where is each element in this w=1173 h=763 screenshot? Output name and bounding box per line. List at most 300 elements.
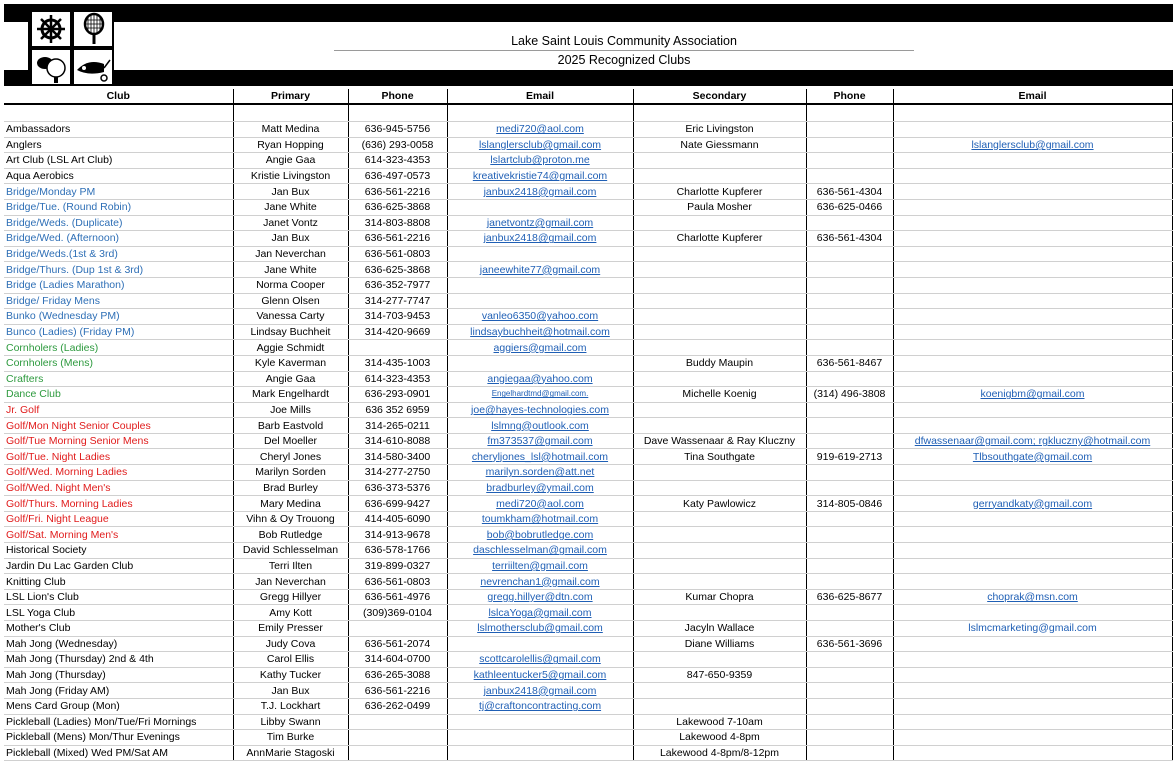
cell-secondary (633, 215, 806, 231)
cell-secondary-email[interactable]: lslmcmarketing@gmail.com (893, 621, 1172, 637)
cell-email (447, 293, 633, 309)
cell-phone: 636-561-2216 (348, 683, 447, 699)
cell-club: Bridge/Weds. (Duplicate) (4, 215, 233, 231)
column-header-secondary-phone: Phone (806, 89, 893, 104)
cell-secondary (633, 527, 806, 543)
column-header-secondary: Secondary (633, 89, 806, 104)
cell-secondary: Lakewood 7-10am (633, 714, 806, 730)
cell-secondary-email (893, 480, 1172, 496)
table-row (4, 355, 1172, 371)
cell-secondary-phone: 636-561-4304 (806, 231, 893, 247)
cell-secondary-phone (806, 527, 893, 543)
cell-secondary-phone (806, 137, 893, 153)
cell-phone: 636-293-0901 (348, 387, 447, 403)
cell-secondary-phone (806, 543, 893, 559)
cell-secondary (633, 153, 806, 169)
cell-email[interactable]: lindsaybuchheit@hotmail.com (447, 324, 633, 340)
cell-secondary-email (893, 402, 1172, 418)
cell-secondary-phone (806, 309, 893, 325)
cell-phone: 314-604-0700 (348, 652, 447, 668)
cell-club: LSL Yoga Club (4, 605, 233, 621)
cell-email[interactable]: medi720@aol.com (447, 122, 633, 138)
table-row (4, 496, 1172, 512)
cell-club: Crafters (4, 371, 233, 387)
table-row (4, 449, 1172, 465)
cell-secondary: Charlotte Kupferer (633, 231, 806, 247)
cell-club: Mah Jong (Wednesday) (4, 636, 233, 652)
cell-secondary-email (893, 184, 1172, 200)
cell-secondary-email (893, 246, 1172, 262)
cell-secondary: Buddy Maupin (633, 355, 806, 371)
cell-secondary-phone (806, 215, 893, 231)
cell-phone: 314-580-3400 (348, 449, 447, 465)
cell-secondary-phone (806, 371, 893, 387)
cell-secondary: Eric Livingston (633, 122, 806, 138)
table-row (4, 387, 1172, 403)
cell-secondary-phone (806, 324, 893, 340)
cell-phone (348, 340, 447, 356)
cell-secondary-email (893, 168, 1172, 184)
table-row (4, 122, 1172, 138)
table-row (4, 184, 1172, 200)
table-row (4, 714, 1172, 730)
page-subtitle: 2025 Recognized Clubs (557, 53, 691, 67)
cell-club: Bridge/Thurs. (Dup 1st & 3rd) (4, 262, 233, 278)
cell-phone: 636-561-2216 (348, 231, 447, 247)
cell-secondary-email (893, 262, 1172, 278)
cell-club: Golf/Wed. Morning Ladies (4, 465, 233, 481)
cell-phone: 636-625-3868 (348, 262, 447, 278)
cell-email[interactable]: lslartclub@proton.me (447, 153, 633, 169)
cell-email[interactable]: janbux2418@gmail.com (447, 683, 633, 699)
cell-secondary-email (893, 605, 1172, 621)
cell-phone: 636-561-2074 (348, 636, 447, 652)
cell-phone: 636-625-3868 (348, 199, 447, 215)
cell-club: Bunco (Ladies) (Friday PM) (4, 324, 233, 340)
cell-secondary-phone (806, 730, 893, 746)
cell-primary: Vihn & Oy Trouong (233, 511, 348, 527)
cell-secondary-email[interactable]: gerryandkaty@gmail.com (893, 496, 1172, 512)
cell-secondary-email (893, 293, 1172, 309)
cell-secondary-email (893, 199, 1172, 215)
cell-club: Golf/Wed. Night Men's (4, 480, 233, 496)
cell-secondary-email (893, 231, 1172, 247)
cell-club: Mens Card Group (Mon) (4, 698, 233, 714)
cell-phone: 636-373-5376 (348, 480, 447, 496)
header-top-bar (4, 4, 1173, 22)
cell-secondary-phone (806, 402, 893, 418)
cell-primary: Jan Bux (233, 231, 348, 247)
cell-email[interactable]: terriilten@gmail.com (447, 558, 633, 574)
cell-secondary: Diane Williams (633, 636, 806, 652)
cell-primary: Janet Vontz (233, 215, 348, 231)
cell-email[interactable]: bradburley@ymail.com (447, 480, 633, 496)
cell-email[interactable]: janbux2418@gmail.com (447, 231, 633, 247)
cell-email (447, 730, 633, 746)
cell-email[interactable]: gregg.hillyer@dtn.com (447, 589, 633, 605)
cell-secondary-phone (806, 418, 893, 434)
table-row (4, 527, 1172, 543)
table-row (4, 683, 1172, 699)
cell-secondary (633, 371, 806, 387)
cell-phone: 314-435-1003 (348, 355, 447, 371)
cell-secondary-email (893, 418, 1172, 434)
cell-phone: 314-265-0211 (348, 418, 447, 434)
cell-secondary-phone (806, 745, 893, 761)
cell-email[interactable]: nevrenchan1@gmail.com (447, 574, 633, 590)
cell-primary: David Schlesselman (233, 543, 348, 559)
golf-ball-icon (31, 49, 71, 85)
cell-phone: 314-277-2750 (348, 465, 447, 481)
cell-phone: 636-561-0803 (348, 246, 447, 262)
cell-secondary-email (893, 574, 1172, 590)
cell-secondary-email (893, 511, 1172, 527)
cell-phone (348, 730, 447, 746)
fishing-lure-icon (73, 49, 113, 85)
cell-club: Pickleball (Ladies) Mon/Tue/Fri Mornings (4, 714, 233, 730)
cell-club: Bridge/ Friday Mens (4, 293, 233, 309)
cell-club: Jardin Du Lac Garden Club (4, 558, 233, 574)
cell-secondary (633, 246, 806, 262)
cell-secondary-email (893, 355, 1172, 371)
cell-primary: T.J. Lockhart (233, 698, 348, 714)
table-row (4, 262, 1172, 278)
cell-club: Aqua Aerobics (4, 168, 233, 184)
table-header-row (4, 89, 1172, 104)
cell-secondary-phone: 314-805-0846 (806, 496, 893, 512)
cell-primary: Bob Rutledge (233, 527, 348, 543)
table-row (4, 605, 1172, 621)
cell-secondary (633, 558, 806, 574)
cell-secondary-phone: 636-561-3696 (806, 636, 893, 652)
cell-phone: 614-323-4353 (348, 371, 447, 387)
cell-secondary-phone (806, 621, 893, 637)
cell-email (447, 355, 633, 371)
cell-secondary (633, 277, 806, 293)
cell-primary: Jane White (233, 199, 348, 215)
cell-secondary (633, 543, 806, 559)
cell-email (447, 636, 633, 652)
cell-club: Golf/Mon Night Senior Couples (4, 418, 233, 434)
cell-club: Bridge (Ladies Marathon) (4, 277, 233, 293)
table-row (4, 543, 1172, 559)
cell-secondary (633, 652, 806, 668)
table-row (4, 652, 1172, 668)
cell-phone (348, 621, 447, 637)
cell-secondary: Nate Giessmann (633, 137, 806, 153)
cell-club: Bunko (Wednesday PM) (4, 309, 233, 325)
cell-primary: Jan Bux (233, 683, 348, 699)
cell-email[interactable]: marilyn.sorden@att.net (447, 465, 633, 481)
cell-club: Bridge/Weds.(1st & 3rd) (4, 246, 233, 262)
cell-secondary (633, 324, 806, 340)
cell-primary: Libby Swann (233, 714, 348, 730)
cell-phone: 636-578-1766 (348, 543, 447, 559)
cell-club: Pickleball (Mens) Mon/Thur Evenings (4, 730, 233, 746)
cell-secondary: Katy Pawlowicz (633, 496, 806, 512)
cell-phone: 636-262-0499 (348, 698, 447, 714)
cell-phone: 636-352-7977 (348, 277, 447, 293)
spacer-row (4, 104, 1172, 122)
cell-email (447, 199, 633, 215)
column-header-secondary-email: Email (893, 89, 1172, 104)
table-row (4, 511, 1172, 527)
table-row (4, 293, 1172, 309)
table-row (4, 137, 1172, 153)
cell-secondary-phone (806, 277, 893, 293)
cell-primary: Kristie Livingston (233, 168, 348, 184)
cell-secondary (633, 605, 806, 621)
cell-primary: Amy Kott (233, 605, 348, 621)
cell-secondary-phone (806, 480, 893, 496)
cell-email[interactable]: tj@craftoncontracting.com (447, 698, 633, 714)
cell-phone: 636-265-3088 (348, 667, 447, 683)
cell-phone: 319-899-0327 (348, 558, 447, 574)
cell-secondary-phone (806, 698, 893, 714)
cell-primary: Angie Gaa (233, 153, 348, 169)
cell-secondary (633, 293, 806, 309)
cell-secondary-phone (806, 465, 893, 481)
cell-email (447, 714, 633, 730)
table-row (4, 199, 1172, 215)
cell-secondary-phone (806, 293, 893, 309)
column-header-email: Email (447, 89, 633, 104)
table-row (4, 215, 1172, 231)
table-row (4, 745, 1172, 761)
cell-primary: Mary Medina (233, 496, 348, 512)
cell-secondary-email (893, 309, 1172, 325)
cell-secondary-email (893, 636, 1172, 652)
cell-primary: Jan Neverchan (233, 246, 348, 262)
cell-secondary (633, 465, 806, 481)
cell-secondary-email[interactable]: Tlbsouthgate@gmail.com (893, 449, 1172, 465)
cell-secondary-email (893, 698, 1172, 714)
cell-primary: Tim Burke (233, 730, 348, 746)
cell-club: Historical Society (4, 543, 233, 559)
cell-secondary-email (893, 465, 1172, 481)
cell-phone: 636-497-0573 (348, 168, 447, 184)
cell-secondary-phone (806, 262, 893, 278)
cell-secondary (633, 262, 806, 278)
cell-club: Golf/Fri. Night League (4, 511, 233, 527)
cell-primary: Judy Cova (233, 636, 348, 652)
cell-secondary-email (893, 714, 1172, 730)
cell-secondary: Charlotte Kupferer (633, 184, 806, 200)
cell-secondary: Michelle Koenig (633, 387, 806, 403)
cell-club: Knitting Club (4, 574, 233, 590)
cell-primary: Vanessa Carty (233, 309, 348, 325)
cell-primary: Jan Neverchan (233, 574, 348, 590)
cell-secondary (633, 574, 806, 590)
cell-secondary-email (893, 215, 1172, 231)
org-title: Lake Saint Louis Community Association (511, 34, 737, 48)
cell-secondary (633, 340, 806, 356)
cell-email (447, 745, 633, 761)
cell-phone (348, 714, 447, 730)
cell-secondary-email (893, 527, 1172, 543)
cell-email[interactable]: Engelhardtmd@gmail.com. (447, 387, 633, 403)
cell-email[interactable]: kathleentucker5@gmail.com (447, 667, 633, 683)
cell-secondary: Tina Southgate (633, 449, 806, 465)
cell-club: Mah Jong (Thursday) (4, 667, 233, 683)
table-row (4, 636, 1172, 652)
cell-email[interactable]: kreativekristie74@gmail.com (447, 168, 633, 184)
cell-email[interactable]: lslmothersclub@gmail.com (447, 621, 633, 637)
cell-club: Golf/Tue Morning Senior Mens (4, 433, 233, 449)
cell-email[interactable]: janbux2418@gmail.com (447, 184, 633, 200)
cell-phone: 314-703-9453 (348, 309, 447, 325)
cell-secondary (633, 309, 806, 325)
cell-secondary-email (893, 652, 1172, 668)
cell-email[interactable]: aggiers@gmail.com (447, 340, 633, 356)
cell-secondary-phone (806, 714, 893, 730)
table-row (4, 168, 1172, 184)
cell-email[interactable]: lslanglersclub@gmail.com (447, 137, 633, 153)
cell-phone: 636 352 6959 (348, 402, 447, 418)
cell-club: Dance Club (4, 387, 233, 403)
cell-email[interactable]: cheryljones_lsl@hotmail.com (447, 449, 633, 465)
cell-secondary-phone: 636-561-4304 (806, 184, 893, 200)
cell-club: Mah Jong (Friday AM) (4, 683, 233, 699)
cell-club: Jr. Golf (4, 402, 233, 418)
cell-secondary: 847-650-9359 (633, 667, 806, 683)
cell-primary: Kathy Tucker (233, 667, 348, 683)
cell-email[interactable]: janetvontz@gmail.com (447, 215, 633, 231)
cell-email[interactable]: toumkham@hotmail.com (447, 511, 633, 527)
cell-email (447, 246, 633, 262)
column-header-club: Club (4, 89, 233, 104)
cell-primary: Kyle Kaverman (233, 355, 348, 371)
table-row (4, 621, 1172, 637)
cell-primary: Lindsay Buchheit (233, 324, 348, 340)
cell-secondary-email[interactable]: lslanglersclub@gmail.com (893, 137, 1172, 153)
cell-phone: 636-945-5756 (348, 122, 447, 138)
tennis-racket-icon (73, 11, 113, 47)
cell-primary: AnnMarie Stagoski (233, 745, 348, 761)
column-header-primary: Primary (233, 89, 348, 104)
cell-primary: Joe Mills (233, 402, 348, 418)
cell-email[interactable]: scottcarolellis@gmail.com (447, 652, 633, 668)
title-divider (334, 50, 914, 51)
cell-email[interactable]: lslmng@outlook.com (447, 418, 633, 434)
cell-secondary-phone (806, 652, 893, 668)
table-row (4, 589, 1172, 605)
table-row (4, 402, 1172, 418)
table-row (4, 246, 1172, 262)
cell-primary: Gregg Hillyer (233, 589, 348, 605)
cell-email[interactable]: bob@bobrutledge.com (447, 527, 633, 543)
cell-email[interactable]: joe@hayes-technologies.com (447, 402, 633, 418)
cell-phone: (309)369-0104 (348, 605, 447, 621)
cell-phone: 314-420-9669 (348, 324, 447, 340)
cell-phone: 636-561-0803 (348, 574, 447, 590)
clubs-table (4, 89, 1173, 761)
cell-secondary-phone: 636-625-0466 (806, 199, 893, 215)
table-row (4, 465, 1172, 481)
cell-email[interactable]: fm373537@gmail.com (447, 433, 633, 449)
cell-secondary: Dave Wassenaar & Ray Kluczny (633, 433, 806, 449)
cell-primary: Terri Ilten (233, 558, 348, 574)
cell-phone: 314-610-8088 (348, 433, 447, 449)
cell-club: Golf/Tue. Night Ladies (4, 449, 233, 465)
cell-secondary-phone (806, 558, 893, 574)
cell-secondary-email (893, 683, 1172, 699)
cell-secondary-phone (806, 683, 893, 699)
cell-email[interactable]: angiegaa@yahoo.com (447, 371, 633, 387)
cell-secondary (633, 698, 806, 714)
cell-secondary-email (893, 667, 1172, 683)
table-row (4, 371, 1172, 387)
cell-email[interactable]: vanleo6350@yahoo.com (447, 309, 633, 325)
table-row (4, 153, 1172, 169)
cell-secondary (633, 683, 806, 699)
cell-secondary-phone (806, 605, 893, 621)
cell-secondary-phone (806, 122, 893, 138)
table-row (4, 324, 1172, 340)
cell-secondary-email[interactable]: choprak@msn.com (893, 589, 1172, 605)
cell-email[interactable]: lslcaYoga@gmail.com (447, 605, 633, 621)
cell-secondary-email[interactable]: dfwassenaar@gmail.com; rgkluczny@hotmail.com (893, 433, 1172, 449)
cell-secondary-email (893, 324, 1172, 340)
cell-secondary-phone: 919-619-2713 (806, 449, 893, 465)
cell-primary: Angie Gaa (233, 371, 348, 387)
cell-secondary-email (893, 543, 1172, 559)
cell-primary: Ryan Hopping (233, 137, 348, 153)
cell-club: Bridge/Wed. (Afternoon) (4, 231, 233, 247)
cell-primary: Mark Engelhardt (233, 387, 348, 403)
table-row (4, 730, 1172, 746)
cell-secondary-email (893, 730, 1172, 746)
table-row (4, 698, 1172, 714)
table-row (4, 480, 1172, 496)
cell-email[interactable]: medi720@aol.com (447, 496, 633, 512)
cell-club: Mah Jong (Thursday) 2nd & 4th (4, 652, 233, 668)
cell-secondary (633, 168, 806, 184)
cell-secondary: Jacyln Wallace (633, 621, 806, 637)
table-row (4, 231, 1172, 247)
cell-primary: Cheryl Jones (233, 449, 348, 465)
cell-email[interactable]: janeewhite77@gmail.com (447, 262, 633, 278)
cell-club: Bridge/Monday PM (4, 184, 233, 200)
cell-primary: Matt Medina (233, 122, 348, 138)
cell-primary: Brad Burley (233, 480, 348, 496)
cell-secondary-phone (806, 153, 893, 169)
cell-club: Ambassadors (4, 122, 233, 138)
cell-email[interactable]: daschlesselman@gmail.com (447, 543, 633, 559)
cell-secondary-email (893, 122, 1172, 138)
cell-club: Art Club (LSL Art Club) (4, 153, 233, 169)
cell-primary: Marilyn Sorden (233, 465, 348, 481)
cell-secondary-phone (806, 574, 893, 590)
cell-primary: Jane White (233, 262, 348, 278)
table-row (4, 433, 1172, 449)
cell-email (447, 277, 633, 293)
cell-primary: Norma Cooper (233, 277, 348, 293)
cell-club: Pickleball (Mixed) Wed PM/Sat AM (4, 745, 233, 761)
cell-primary: Barb Eastvold (233, 418, 348, 434)
cell-secondary-phone (806, 340, 893, 356)
cell-primary: Aggie Schmidt (233, 340, 348, 356)
cell-phone: 636-561-4976 (348, 589, 447, 605)
cell-secondary (633, 418, 806, 434)
cell-secondary-email (893, 153, 1172, 169)
cell-secondary-phone (806, 667, 893, 683)
cell-secondary: Lakewood 4-8pm/8-12pm (633, 745, 806, 761)
cell-secondary-email[interactable]: koenigbm@gmail.com (893, 387, 1172, 403)
cell-phone: 614-323-4353 (348, 153, 447, 169)
cell-secondary: Kumar Chopra (633, 589, 806, 605)
cell-secondary (633, 480, 806, 496)
